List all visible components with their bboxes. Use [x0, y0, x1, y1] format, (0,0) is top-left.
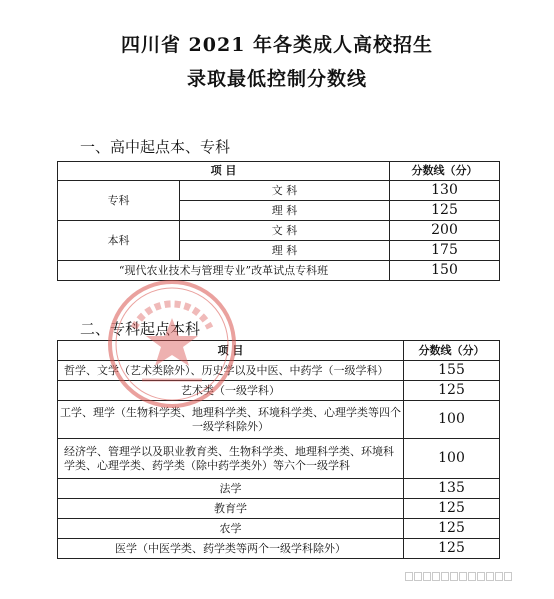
row-sub: 理 科: [180, 241, 390, 261]
special-item: “现代农业技术与管理专业”改革试点专科班: [58, 261, 390, 281]
row-score: 125: [404, 539, 500, 559]
section1-table: [57, 161, 500, 281]
table-row: [58, 181, 500, 201]
row-score: 130: [390, 181, 500, 201]
row-item: 工学、理学（生物科学类、地理科学类、环境科学类、心理学类等四个一级学科除外）: [58, 401, 404, 439]
row-item: 哲学、文学（艺术类除外）、历史学以及中医、中药学（一级学科）: [58, 361, 404, 381]
header-score: 分数线（分）: [390, 162, 500, 181]
row-item: 教育学: [58, 499, 404, 519]
row-item: 法学: [58, 479, 404, 499]
row-item: 艺术类（一级学科）: [58, 381, 404, 401]
table-row: [58, 519, 500, 539]
header-item: 项 目: [58, 341, 404, 361]
row-score: 200: [390, 221, 500, 241]
table-row: [58, 539, 500, 559]
document-title-line2: 录取最低控制分数线: [186, 68, 367, 90]
section2-table: [57, 340, 500, 559]
row-score: 155: [404, 361, 500, 381]
row-sub: 文 科: [180, 221, 390, 241]
table-header-row: [58, 341, 500, 361]
group-name: 专科: [58, 181, 180, 221]
table-row: [58, 381, 500, 401]
table-row: [58, 401, 500, 439]
section1-heading: 一、高中起点本、专科: [80, 138, 231, 156]
header-item: 项 目: [58, 162, 390, 181]
header-score: 分数线（分）: [404, 341, 500, 361]
watermark: [405, 572, 512, 581]
table-row: [58, 439, 500, 479]
row-score: 125: [404, 519, 500, 539]
row-sub: 理 科: [180, 201, 390, 221]
row-score: 125: [404, 499, 500, 519]
row-score: 125: [390, 201, 500, 221]
row-score: 125: [404, 381, 500, 401]
row-item: 农学: [58, 519, 404, 539]
row-item: 经济学、管理学以及职业教育类、生物科学类、地理科学类、环境科学类、心理学类、药学类（除中药学类外）等六个一级学科: [58, 439, 404, 479]
section2-heading: 二、专科起点本科: [80, 320, 201, 338]
row-score: 175: [390, 241, 500, 261]
special-score: 150: [390, 261, 500, 281]
table-row: [58, 361, 500, 381]
table-row: [58, 221, 500, 241]
group-name: 本科: [58, 221, 180, 261]
row-score: 135: [404, 479, 500, 499]
table-row: [58, 499, 500, 519]
document-title-line1: 四川省 2021 年各类成人高校招生: [120, 34, 434, 56]
row-score: 100: [404, 439, 500, 479]
row-item: 医学（中医学类、药学类等两个一级学科除外）: [58, 539, 404, 559]
row-sub: 文 科: [180, 181, 390, 201]
table-row: [58, 479, 500, 499]
table-row: [58, 261, 500, 281]
table-header-row: [58, 162, 500, 181]
row-score: 100: [404, 401, 500, 439]
